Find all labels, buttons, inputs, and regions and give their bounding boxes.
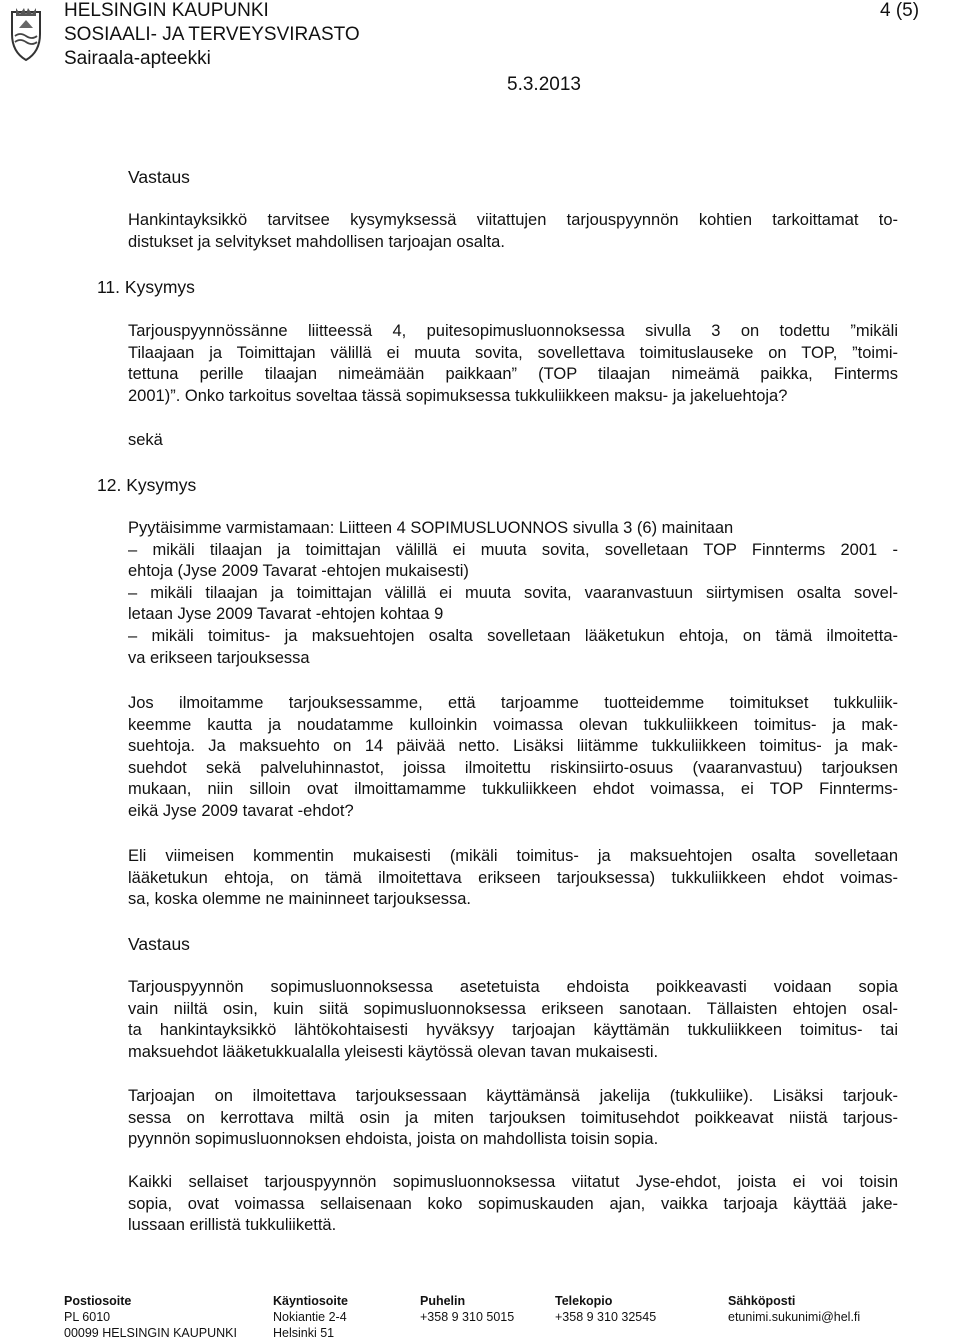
text-line: Eli viimeisen kommentin mukaisesti (mikäli toimitus- ja maksuehtojen osalta sovelletaan [128,847,898,865]
text-line: maksuehdot lääketukkualalla yleisesti käytössä olevan tavan mukaisesti. [128,1042,659,1061]
text-line: 2001)”. Onko tarkoitus soveltaa tässä sopimuksessa tukkuliikkeen maksu- ja jakeluehtoja? [128,386,788,405]
footer-label: Postiosoite [64,1294,132,1308]
text-line: – mikäli toimitus- ja maksuehtojen osalta sovelletaan lääketukun ehtoja, on tämä ilmoitetta- [128,626,898,645]
text-line: ta hankintayksikkö lähtökohtaisesti hyväksyy tarjoajan käyttämän tukkuliikkeen toimitus- tai [128,1021,898,1040]
footer-label: Käyntiosoite [273,1294,349,1308]
text-line: sopia, ovat voimassa sellaisenaan koko sopimuskauden ajan, vaikka tarjoaja käyttää jake- [128,1194,898,1213]
question-11-heading: 11. Kysymys [97,277,195,297]
footer-value: +358 9 310 5015 [420,1310,515,1324]
footer-label: Puhelin [420,1294,466,1308]
question-12-para1 [128,518,898,669]
seka-text: sekä [128,431,163,449]
question-12-para2 [128,693,898,823]
text-line: lussaan erillistä tukkuliikettä. [128,1216,337,1235]
footer-fax [555,1293,656,1325]
text-line: Tilaajaan ja Toimittajan välillä ei muuta sovita, sovellettava toimituslauseke on TOP, ”toimi- [128,343,898,362]
footer-label: Sähköposti [728,1294,796,1308]
question-12-para3 [128,846,898,911]
text-line: keemme kautta ja noudatamme kulloinkin voimassa olevan tukkuliikkeen toimitus- ja mak- [128,715,898,734]
question-11-text [128,321,898,407]
text-line: Pyytäisimme varmistamaan: Liitteen 4 SOPIMUSLUONNOS sivulla 3 (6) mainitaan [128,519,734,537]
text-line: pyynnön sopimusluonnoksen ehdoista, joista on mahdollista toisin sopia. [128,1130,659,1149]
answer-2-para2 [128,1086,898,1151]
footer-postal-address [64,1293,237,1341]
footer-value: Nokiantie 2-4 [273,1310,347,1324]
text-line: Jos ilmoitamme tarjouksessamme, että tarjoamme tuotteidemme toimitukset tukkuliik- [128,694,898,712]
answer-paragraph [128,210,898,253]
text-line: va erikseen tarjouksessa [128,648,310,667]
text-line: tettuna perille tilaajan nimeämään paikkaan” (TOP tilaajan nimeämä paikka, Finterms [128,365,898,384]
text-line: letaan Jyse 2009 Tavarat -ehtojen kohtaa 9 [128,605,444,624]
text-line: sessa on kerrottava miltä osin ja miten tarjouksen toimitusehdot poikkeavat niistä tarjous- [128,1108,898,1127]
text-line: eikä Jyse 2009 tavarat -ehdot? [128,801,354,820]
answer-2-para3 [128,1172,898,1237]
text-line: vain niiltä osin, kuin siitä sopimusluonnoksessa erikseen sanotaan. Tällaisten ehtojen osal- [128,999,898,1018]
footer-value: PL 6010 [64,1310,111,1324]
text-line: Tarjouspyynnön sopimusluonnoksessa asetetuista ehdoista poikkeavasti voidaan sopia [128,978,898,996]
text-line: Kaikki sellaiset tarjouspyynnön sopimusluonnoksessa viitatut Jyse-ehdot, joista ei voi toisin [128,1173,898,1191]
footer-label: Telekopio [555,1294,613,1308]
footer-phone [420,1293,514,1325]
text-line: suehdot sekä palveluhinnastot, joissa ilmoitettu riskinsiirto-osuus (vaaranvastuu) tarjouksen [128,758,898,777]
text-line: Hankintayksikkö tarvitsee kysymyksessä viitattujen tarjouspyynnön kohtien tarkoittamat to- [128,211,898,229]
text-line: sa, koska olemme ne maininneet tarjouksessa. [128,890,472,909]
text-line: – mikäli tilaajan ja toimittajan välillä ei muuta sovita, sovelletaan TOP Finnterms 2001 - [128,540,898,559]
page-number: 4 (5) [880,0,920,21]
text-line: – mikäli tilaajan ja toimittajan välillä ei muuta sovita, vaaranvastuun siirtymisen osalta sovel- [128,583,898,602]
text-line: ehtoja (Jyse 2009 Tavarat -ehtojen mukaisesti) [128,562,469,581]
text-line: suehtoja. Ja maksuehto on 14 päivää netto. Lisäksi liitämme tukkuliikkeen toimitus- ja mak- [128,737,898,756]
unit-name: Sairaala-apteekki [64,48,211,69]
document-date: 5.3.2013 [507,74,581,95]
question-12-heading: 12. Kysymys [97,475,197,495]
city-crest-logo [4,4,48,66]
footer-value: 00099 HELSINGIN KAUPUNKI [64,1326,237,1340]
footer-visiting-address [273,1293,348,1341]
text-line: mukaan, niin silloin ovat ilmoittamamme tukkuliikkeen ehdot voimassa, ei TOP Finnterms- [128,780,898,799]
answer-heading: Vastaus [128,167,190,187]
department-name: SOSIAALI- JA TERVEYSVIRASTO [64,24,360,45]
footer-value: etunimi.sukunimi@hel.fi [728,1310,861,1324]
text-line: Tarjouspyynnössänne liitteessä 4, puitesopimusluonnoksessa sivulla 3 on todettu ”mikäli [128,322,898,340]
text-line: Tarjoajan on ilmoitettava tarjouksessaan käyttämänsä jakelija (tukkuliike). Lisäksi tarjouk- [128,1087,898,1105]
footer-value: +358 9 310 32545 [555,1310,657,1324]
footer-email [728,1293,860,1325]
org-name: HELSINGIN KAUPUNKI [64,0,269,21]
footer-value: Helsinki 51 [273,1326,335,1340]
answer-2-heading: Vastaus [128,934,190,954]
answer-2-para1 [128,977,898,1063]
text-line: distukset ja selvitykset mahdollisen tarjoajan osalta. [128,232,505,251]
text-line: lääketukun ehtoja, on tämä ilmoitettava erikseen tarjouksessa) tukkuliikkeen ehdot voimas- [128,868,898,887]
